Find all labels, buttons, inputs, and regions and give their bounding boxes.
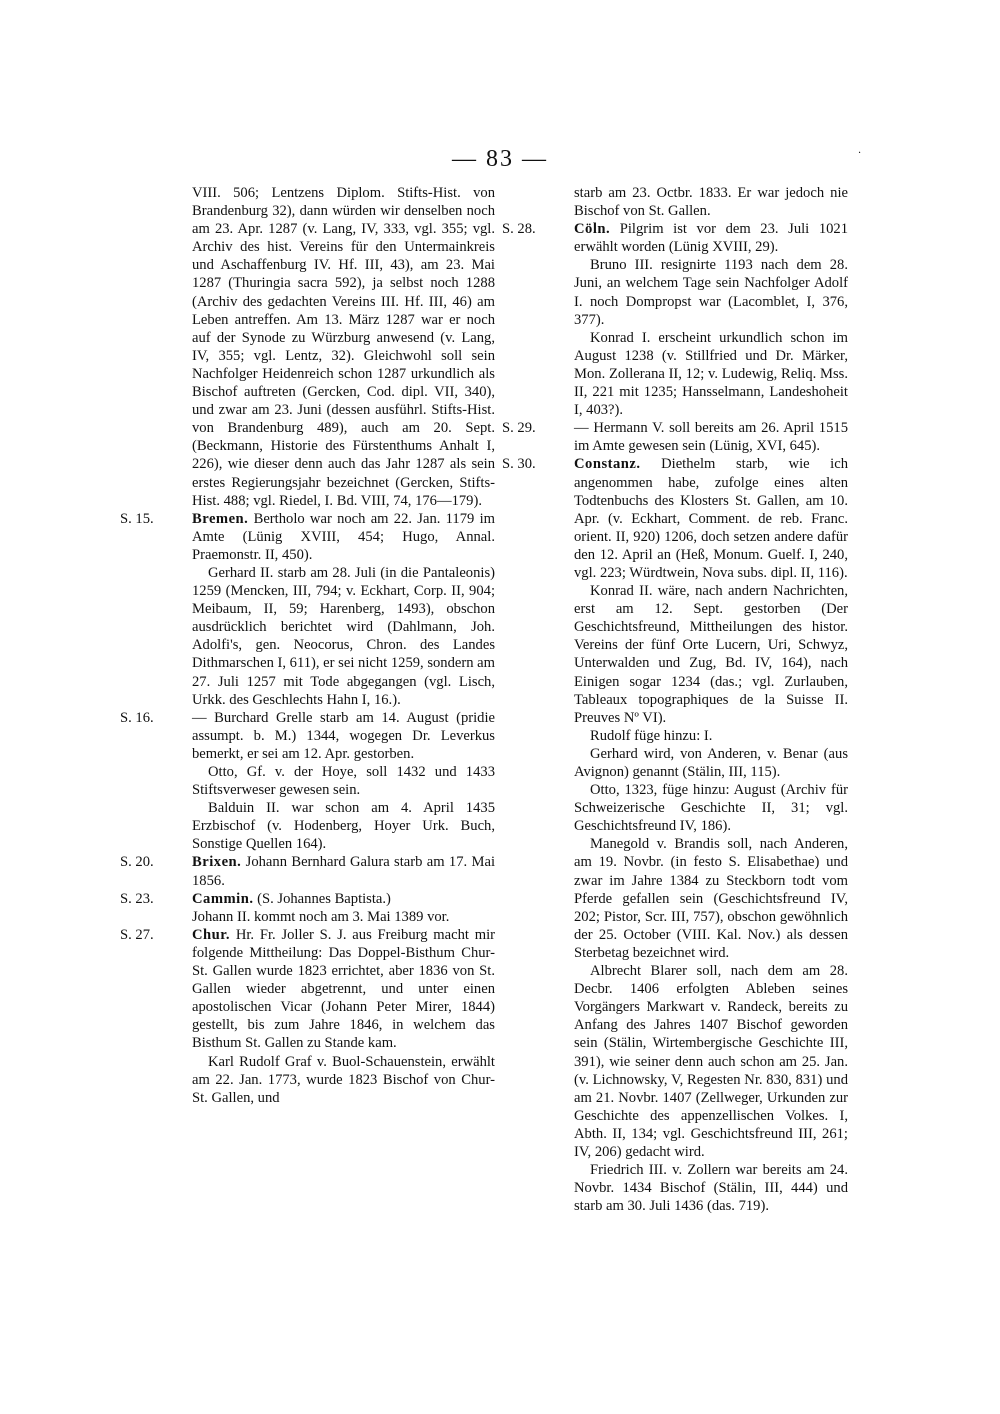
entry-subparagraph: Gerhard wird, von Anderen, v. Benar (aus Avignon) genannt (Stälin, III, 115). [574,745,848,780]
entry-text [192,853,495,889]
left-entry [120,926,495,1107]
entry-heading: Chur. [192,926,231,943]
entry-heading: Brixen. [192,854,242,871]
entry-heading: Bremen. [192,510,249,527]
entry-subparagraph: Rudolf füge hinzu: I. [590,727,713,744]
entry-heading: Cammin. [192,890,254,907]
entry-page-label: S. 27. [120,926,154,943]
entry-main-text: Johann Bernhard Galura starb am 17. Mai 1856. [192,854,495,889]
right-column [502,184,848,1215]
entry-subparagraph: Balduin II. war schon am 4. April 1435 Erzbischof (v. Hodenberg, Hoyer Urk. Buch, Sonstige Quellen 164). [192,800,495,853]
entry-subparagraph: Konrad I. erscheint urkundlich schon im August 1238 (v. Stillfried und Dr. Märker, Mon. Zollerana II, 12; v. Ludewig, Reliq. Mss. II, 221 mit 1235; Hansselmann, Landeshoheit I, 403?). [574,329,848,419]
right-entry [502,220,848,419]
entry-heading: Constanz. [574,456,641,473]
entry-subparagraph: Konrad II. wäre, nach andern Nachrichten, erst am 12. Sept. gestorben (Der Geschichtsfreund, Mittheilungen des histor. Vereins der fünf Orte Lucern, Uri, Schwyz, Unterwalden und Zug, Bd. IV, 164), nach Einigen sogar 1234 (das.; vgl. Zurlauben, Tableaux topographiques de la Suisse II. Preuves Nº VI). [574,583,848,726]
entry-text [574,220,848,256]
left-continuation-text: VIII. 506; Lentzens Diplom. Stifts-Hist. von Brandenburg 32), dann würden wir denselben noch am 23. Apr. 1287 (v. Lang, IV, 333, vgl. 355; vgl. Archiv des hist. Vereins für den Untermainkreis und Aschaffenburg IV. Hf. III, 43), am 23. Mai 1287 (Thuringia sacra 592), ja selbst noch 1288 (Archiv des gedachten Vereins III. Hf. III, 46) am Leben antreffen. Am 13. März 1287 war er noch auf der Synode zu Würzburg anwesend (v. Lang, IV, 355; vgl. Lentz, 32). Gleichwohl soll sein Nachfolger Heidenreich schon 1287 urkundlich als Bischof auftreten (Gercken, Cod. dipl. VII, 340), und zwar am 23. Juni (dessen ausführl. Stifts-Hist. von Brandenburg 489), auch am 20. Sept. (Beckmann, Historie des Fürstenthums Anhalt I, 226), wie dieser denn auch das Jahr 1287 als sein erstes Regierungsjahr bezeichnet (Gercken, Stifts-Hist. 488; vgl. Riedel, I. Bd. VIII, 74, 176—179). [192,185,495,509]
entry-main-text: Hr. Fr. Joller S. J. aus Freiburg macht mir folgende Mittheilung: Das Doppel-Bisthum Chur-St. Gallen wurde 1823 errichtet, aber 1836 von St. Gallen wieder abgetrennt, und unter einen apostolischen Vicar (Johann Peter Mirer, 1844) gestellt, bis zum Jahre 1846, in welchem das Bisthum St. Gallen zu Stande kam. [192,926,495,1052]
right-entry [502,455,848,1215]
entry-text [574,455,848,582]
entry-subparagraph: Albrecht Blarer soll, nach dem am 28. Decbr. 1406 erfolgten Ableben seines Vorgängers Markwart v. Randeck, bereits zu Anfang des Jahres 1407 Bischof geworden sein (Stälin, Wirtembergische Geschichte III, 391), wie seiner denn auch schon am 25. Jan. (v. Lichnowsky, V, Regesten Nr. 830, 831) und am 21. Novbr. 1407 (Zellweger, Urkunden zur Geschichte des appenzellischen Volkes. I, Abth. II, 134; vgl. Geschichtsfreund III, 261; IV, 206) gedacht wird. [574,963,848,1160]
entry-subparagraph: Gerhard II. starb am 28. Juli (in die Pantaleonis) 1259 (Mencken, III, 794; v. Eckhart, Corp. II, 904; Meibaum, II, 59; Harenberg, 1493), obschon ausdrücklich berichtet wird (Dahlmann, Joh. Adolfi's, gen. Neocorus, Chron. des Landes Dithmarschen I, 611), er sei nicht 1259, sondern am 27. Juli 1257 mit Tode abgegangen (vgl. Lisch, Urkk. des Geschlechts Hahn I, 16.). [192,564,496,708]
entry-main-text: Bertholo war noch am 22. Jan. 1179 im Amte (Lünig XVIII, 454; Hugo, Annal. Praemonstr. II, 450). [192,510,495,563]
entry-text [192,709,495,763]
entry-page-label: S. 15. [120,510,154,527]
entry-subparagraph: Otto, Gf. v. der Hoye, soll 1432 und 1433 Stiftsverweser gewesen sein. [192,764,495,799]
entry-main-text: Pilgrim ist vor dem 23. Juli 1021 erwählt worden (Lünig XVIII, 29). [574,221,849,256]
entry-heading: Cöln. [574,221,611,238]
page-number: — 83 — [452,146,548,172]
entry-page-label: S. 29. [502,420,536,437]
entry-text [192,926,495,1053]
left-entry [120,890,495,926]
left-entry [120,709,495,854]
entry-main-text: — Hermann V. soll bereits am 26. April 1515 im Amte gewesen sein (Lünig, XVI, 645). [574,420,848,455]
entry-subparagraph: Otto, 1323, füge hinzu: August (Archiv für Schweizerische Geschichte II, 31; vgl. Geschichtsfreund IV, 186). [574,782,848,835]
entry-main-text: Diethelm starb, wie ich angenommen habe, zufolge eines alten Todtenbuchs des Klosters St. Gallen, am 10. Apr. (v. Eckhart, Comment. de reb. Franc. orient. II, 920) 1206, doch setzen andere dafür den 12. April an (Heß, Monum. Guelf. I, 240, vgl. 223; Würdtwein, Nova subs. dipl. II, 116). [574,456,848,581]
left-entry [120,510,495,709]
right-entry [502,419,848,455]
left-column [120,184,495,1107]
entry-page-label: S. 30. [502,456,536,473]
entry-page-label: S. 23. [120,890,154,907]
entry-page-label: S. 20. [120,854,154,871]
entry-subparagraph: Manegold v. Brandis soll, nach Anderen, am 19. Novbr. (in festo S. Elisabethae) und zwar im Jahre 1384 zu Steckborn todt vom Pferde gefallen sein (Geschichtsfreund IV, 202; Pistor, Scr. III, 757), obschon gewöhnlich der 25. October (VIII. Kal. Nov.) als dessen Sterbetag bezeichnet wird. [574,836,848,961]
entry-text [192,890,495,908]
margin-mark: · [858,148,862,159]
entry-note: Johann II. kommt noch am 3. Mai 1389 vor. [192,908,450,925]
left-entry [120,853,495,889]
entry-page-label: S. 28. [502,221,536,238]
entry-text [192,510,495,564]
entry-subparagraph: Bruno III. resignirte 1193 nach dem 28. Juni, an welchem Tage sein Nachfolger Adolf I. noch Dompropst war (Lacomblet, I, 376, 377). [574,257,848,328]
entry-text [574,419,848,455]
entry-subparagraph: Friedrich III. v. Zollern war bereits am 24. Novbr. 1434 Bischof (Stälin, III, 444) und starb am 30. Juli 1436 (das. 719). [574,1162,848,1215]
entry-subparagraph: Karl Rudolf Graf v. Buol-Schauenstein, erwählt am 22. Jan. 1773, wurde 1823 Bischof von Chur-St. Gallen, und [192,1053,495,1106]
entry-main-text: — Burchard Grelle starb am 14. August (pridie assumpt. b. M.) 1344, wogegen Dr. Leverkus bemerkt, er sei am 12. Apr. gestorben. [192,709,495,762]
entry-main-text: (S. Johannes Baptista.) [257,890,391,907]
right-continuation-text: starb am 23. Octbr. 1833. Er war jedoch nie Bischof von St. Gallen. [574,185,848,220]
entry-page-label: S. 16. [120,709,154,726]
